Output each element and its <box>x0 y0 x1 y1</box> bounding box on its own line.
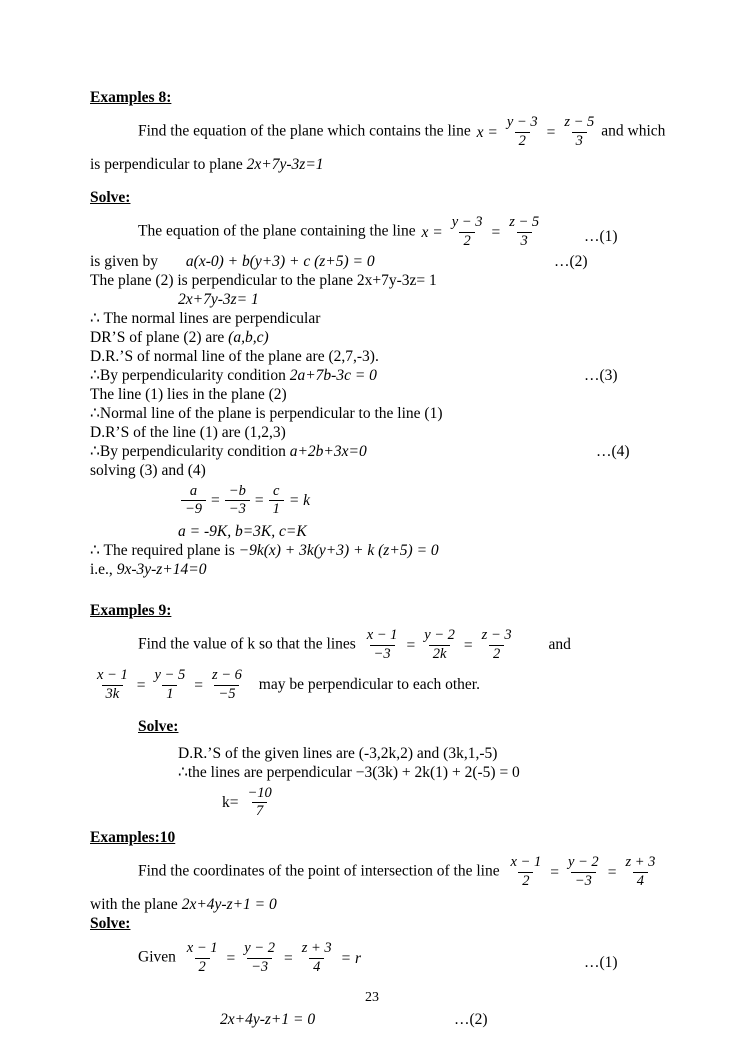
example10-prompt-line2 <box>90 895 674 914</box>
numerator: z + 3 <box>625 853 656 870</box>
numerator: y − 5 <box>154 667 186 684</box>
prompt-prefix: with the plane <box>90 896 182 914</box>
fraction-y <box>240 941 279 975</box>
fraction-c <box>269 484 284 518</box>
numerator: c <box>273 482 280 499</box>
equals-sign: = <box>211 492 220 510</box>
numerator: z − 6 <box>211 667 242 684</box>
denominator: 4 <box>633 872 648 890</box>
step-text: The equation of the plane containing the line <box>138 223 416 241</box>
example8-prompt-line1 <box>90 115 674 149</box>
equation-tag-2: …(2) <box>454 1010 488 1028</box>
fraction-z <box>621 855 659 889</box>
equals-sign: = <box>607 863 617 881</box>
and-connector: and <box>548 635 571 653</box>
example8-fraction-y <box>503 115 542 149</box>
step-prefix: By perpendicularity condition <box>99 442 290 460</box>
given-label: Given <box>138 948 176 966</box>
denominator: 3k <box>102 685 124 703</box>
equals-sign: = <box>254 492 264 510</box>
therefore-symbol: ∴ <box>90 366 100 384</box>
step-text: The normal lines are perpendicular <box>103 309 321 327</box>
example8-step-5 <box>90 309 674 328</box>
denominator: −5 <box>214 685 239 703</box>
prompt-prefix: is perpendicular to plane <box>90 156 247 174</box>
denominator: −3 <box>225 500 250 518</box>
page-content <box>90 88 674 1029</box>
perpendicular-plane-equation: 2x+7y-3z= 1 <box>178 290 259 308</box>
example8-step-8 <box>90 366 674 385</box>
denominator: −9 <box>181 500 206 518</box>
given-equation <box>180 941 363 975</box>
plane-equation: 2x+7y-3z=1 <box>246 156 324 174</box>
k-label: k= <box>222 794 239 812</box>
equals-sign: = <box>283 949 293 967</box>
fraction-y <box>564 855 603 889</box>
equals-sign: = <box>546 123 556 141</box>
example8-step-9: The line (1) lies in the plane (2) <box>90 385 287 403</box>
therefore-symbol: ∴ <box>90 309 100 327</box>
fraction-b <box>225 484 250 518</box>
equation-tag-4: …(4) <box>596 442 630 460</box>
example10-plane-line <box>90 1010 674 1029</box>
example8-step-2 <box>90 252 674 271</box>
denominator: 2 <box>195 958 210 976</box>
fraction-y <box>150 668 189 702</box>
prompt-text: Find the value of k so that the lines <box>138 635 356 653</box>
equals-sign: = <box>550 863 559 881</box>
fraction-z <box>478 628 516 662</box>
example8-step-4 <box>90 290 674 309</box>
denominator: −3 <box>247 958 272 976</box>
example8-step-12 <box>90 442 674 461</box>
fraction-z <box>208 668 246 702</box>
fraction-y <box>448 215 487 249</box>
fraction-k <box>244 786 276 820</box>
denominator: 2 <box>518 872 533 890</box>
example8-prompt-tail: and which <box>601 122 666 140</box>
equation-tag-2: …(2) <box>554 252 588 270</box>
numerator: z − 5 <box>564 114 595 130</box>
direction-ratios: (a,b,c) <box>228 328 269 346</box>
denominator: 4 <box>309 958 324 976</box>
example8-step-10 <box>90 404 674 423</box>
example9-prompt-line1 <box>90 628 674 662</box>
numerator: −10 <box>247 784 272 801</box>
abc-values: a = -9K, b=3K, c=K <box>178 522 307 540</box>
plane-equation: 2x+4y-z+1 = 0 <box>220 1010 316 1028</box>
numerator: a <box>189 482 198 499</box>
example9-solve-heading: Solve: <box>138 717 179 735</box>
r-parameter: = r <box>340 949 362 967</box>
k-value: = k <box>288 492 311 510</box>
fraction-x <box>93 668 132 702</box>
fraction-x <box>506 855 545 889</box>
prompt-text: Find the coordinates of the point of intersection of the line <box>138 862 500 880</box>
k-equation <box>220 786 279 820</box>
example8-solve-heading: Solve: <box>90 189 131 207</box>
example8-step-15 <box>90 541 674 560</box>
denominator: 7 <box>252 802 267 820</box>
numerator: y − 2 <box>567 853 599 870</box>
equals-sign: = <box>194 676 203 694</box>
step-prefix: is given by <box>90 252 159 270</box>
fraction-z <box>298 941 336 975</box>
example8-step-11: D.R’S of the line (1) are (1,2,3) <box>90 423 286 441</box>
plane-general-equation: a(x-0) + b(y+3) + c (z+5) = 0 <box>185 252 375 270</box>
example8-step-16 <box>90 560 674 579</box>
equation-tag-3: …(3) <box>584 366 618 384</box>
fraction-x <box>363 628 402 662</box>
numerator: y − 3 <box>506 114 538 130</box>
example8-step-13: solving (3) and (4) <box>90 461 206 479</box>
step-text: the lines are perpendicular −3(3k) + 2k(1) + 2(-5) = 0 <box>187 763 520 781</box>
numerator: y − 2 <box>244 940 275 957</box>
numerator: x − 1 <box>186 940 218 957</box>
required-plane-equation: −9k(x) + 3k(y+3) + k (z+5) = 0 <box>238 541 439 559</box>
denominator: 3 <box>517 232 532 250</box>
example8-prompt-line2 <box>90 155 674 174</box>
example8-line-equation <box>475 115 602 149</box>
example9-k-result <box>90 786 674 820</box>
example8-step1-equation <box>420 215 547 249</box>
example8-step-6 <box>90 328 674 347</box>
example9-heading: Examples 9: <box>90 601 172 619</box>
perpendicularity-condition-4: a+2b+3x=0 <box>289 442 367 460</box>
denominator: 2 <box>489 645 504 663</box>
fraction-x <box>183 941 222 975</box>
page-number: 23 <box>365 990 379 1005</box>
step-text: Normal line of the plane is perpendicular to the line (1) <box>99 404 443 422</box>
example8-x-label: x = <box>476 123 498 141</box>
example8-step-3: The plane (2) is perpendicular to the plane 2x+7y-3z= 1 <box>90 271 437 289</box>
fraction-z <box>505 215 543 249</box>
example10-given-line <box>90 941 674 975</box>
equals-sign: = <box>406 636 416 654</box>
denominator: 3 <box>572 132 587 150</box>
example10-line-equation <box>503 855 662 889</box>
example9-first-line-equation <box>360 628 519 662</box>
numerator: x − 1 <box>366 626 398 643</box>
numerator: z + 3 <box>301 940 332 957</box>
example8-ratio-equation <box>90 484 674 518</box>
example10-solve-heading: Solve: <box>90 915 131 933</box>
therefore-symbol: ∴ <box>90 442 100 460</box>
equals-sign: = <box>463 636 473 654</box>
plane-equation: 2x+4y-z+1 = 0 <box>181 896 277 914</box>
equals-sign: = <box>136 676 146 694</box>
example10-heading: Examples:10 <box>90 828 176 846</box>
numerator: z − 5 <box>509 214 540 231</box>
example8-step-1 <box>90 215 674 249</box>
perpendicularity-condition-3: 2a+7b-3c = 0 <box>289 366 377 384</box>
example9-step-1: D.R.’S of the given lines are (-3,2k,2) and (3k,1,-5) <box>178 744 498 762</box>
example10-prompt-line1 <box>90 855 674 889</box>
equals-sign: = <box>491 223 501 241</box>
example9-step-2 <box>90 763 674 782</box>
x-label: x = <box>421 223 443 241</box>
denominator: 2 <box>515 132 530 150</box>
numerator: −b <box>228 482 246 499</box>
step-prefix: DR’S of plane (2) are <box>90 328 229 346</box>
numerator: z − 3 <box>481 626 512 643</box>
fraction-a <box>181 484 206 518</box>
therefore-symbol: ∴ <box>90 404 100 422</box>
prompt-tail: may be perpendicular to each other. <box>258 675 480 693</box>
equation-tag-1: …(1) <box>584 954 618 972</box>
therefore-symbol: ∴ <box>90 541 100 559</box>
denominator: 2k <box>429 645 451 663</box>
example8-step-14 <box>90 522 674 541</box>
denominator: 1 <box>162 685 177 703</box>
step-prefix: The required plane is <box>103 541 239 559</box>
step-prefix: By perpendicularity condition <box>99 366 290 384</box>
denominator: 2 <box>459 232 474 250</box>
example8-heading: Examples 8: <box>90 89 172 106</box>
example8-step-7: D.R.’S of normal line of the plane are (2,7,-3). <box>90 347 379 365</box>
numerator: y − 2 <box>424 626 455 643</box>
numerator: y − 3 <box>451 214 483 231</box>
example9-second-line-equation <box>90 668 249 702</box>
example8-prompt-text: Find the equation of the plane which contains the line <box>138 122 471 140</box>
denominator: 1 <box>269 500 284 518</box>
step-prefix: i.e., <box>90 560 117 578</box>
numerator: x − 1 <box>510 853 542 870</box>
therefore-symbol: ∴ <box>178 763 188 781</box>
equals-sign: = <box>226 949 236 967</box>
equation-tag-1: …(1) <box>584 228 618 246</box>
denominator: −3 <box>370 645 395 663</box>
denominator: −3 <box>571 872 596 890</box>
example8-fraction-z <box>560 115 598 149</box>
final-plane-equation: 9x-3y-z+14=0 <box>116 560 207 578</box>
fraction-y <box>420 628 459 662</box>
example9-prompt-line2 <box>90 668 674 702</box>
numerator: x − 1 <box>97 667 128 684</box>
ratio-math <box>178 484 312 518</box>
